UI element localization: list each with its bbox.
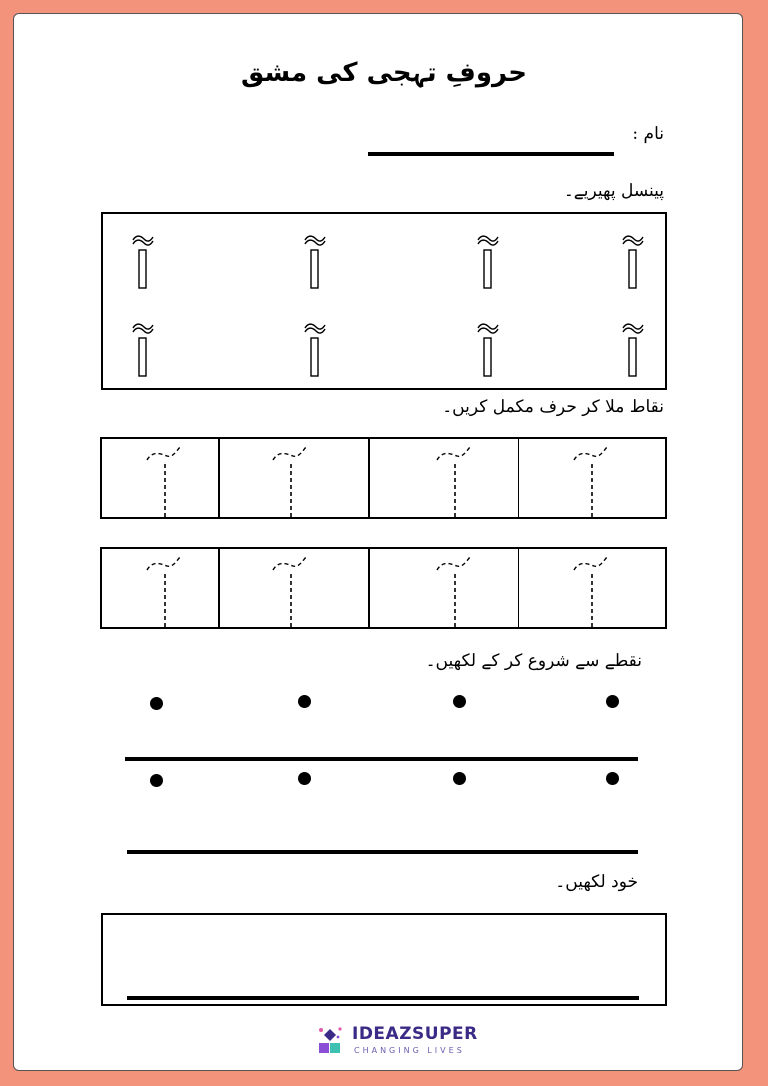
start-dot	[150, 697, 163, 710]
dotted-letter-cell[interactable]	[102, 549, 220, 627]
brand-tagline: CHANGING LIVES	[354, 1046, 465, 1055]
dotted-letter-cell[interactable]	[519, 549, 665, 627]
brand-name: IDEAZSUPER	[352, 1024, 478, 1044]
trace-letter-alif-madd	[478, 236, 498, 288]
dotted-letter-row-2	[100, 547, 667, 629]
trace-letter-box[interactable]	[101, 212, 667, 390]
writing-line[interactable]	[127, 850, 638, 854]
section-label-connect: نقاط ملا کر حرف مکمل کریں۔	[442, 397, 664, 417]
trace-letter-alif-madd	[623, 236, 643, 288]
section-label-start-dot: نقطے سے شروع کر کے لکھیں۔	[425, 651, 642, 671]
dotted-letter-cell[interactable]	[370, 549, 519, 627]
trace-letter-alif-madd	[623, 324, 643, 376]
free-writing-baseline	[127, 996, 639, 1000]
start-dot	[298, 695, 311, 708]
page-title: حروفِ تہجی کی مشق	[241, 58, 527, 88]
dotted-letter-cell[interactable]	[519, 439, 665, 517]
start-dot	[453, 772, 466, 785]
start-dot	[298, 772, 311, 785]
brand-logo-icon	[316, 1023, 352, 1059]
dotted-letter-cell[interactable]	[220, 549, 370, 627]
trace-letter-alif-madd	[305, 324, 325, 376]
free-writing-box[interactable]	[101, 913, 667, 1006]
trace-letter-alif-madd	[305, 236, 325, 288]
dotted-letter-cell[interactable]	[220, 439, 370, 517]
trace-letter-alif-madd	[133, 324, 153, 376]
start-dot	[453, 695, 466, 708]
name-label: نام :	[632, 124, 664, 144]
dotted-letter-row-1	[100, 437, 667, 519]
dotted-letter-cell[interactable]	[370, 439, 519, 517]
writing-line[interactable]	[125, 757, 638, 761]
section-label-trace: پینسل پھیریے۔	[563, 181, 664, 201]
start-dot	[606, 695, 619, 708]
name-write-line[interactable]	[368, 152, 614, 156]
section-label-write: خود لکھیں۔	[555, 872, 638, 892]
dotted-letter-cell[interactable]	[102, 439, 220, 517]
start-dot	[150, 774, 163, 787]
start-dot	[606, 772, 619, 785]
trace-letter-alif-madd	[478, 324, 498, 376]
trace-letter-alif-madd	[133, 236, 153, 288]
